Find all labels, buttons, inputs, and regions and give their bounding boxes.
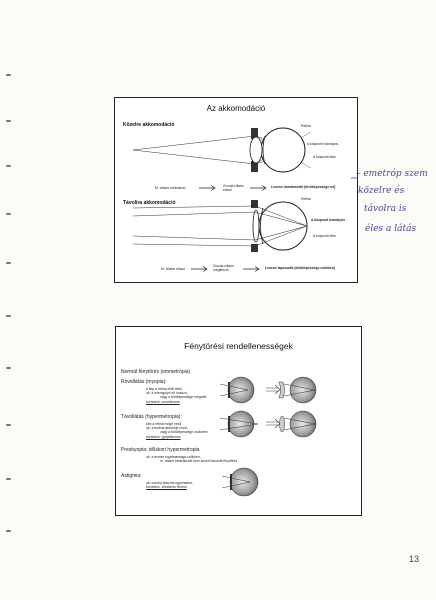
far-blur-label: A központi éles <box>313 234 336 238</box>
astigmia-correction: korrekció: cilinderes lencse <box>146 485 187 489</box>
slide-title: Az akkomodáció <box>206 104 266 113</box>
accommodation-slide <box>114 97 358 283</box>
near-step2: Zonula ciliaris elazul <box>223 184 244 192</box>
far-retina-label: Retina <box>301 197 311 201</box>
hyperopia-eye-image <box>220 411 258 437</box>
far-step3: Lencse laposodik (törőképessége csökken) <box>265 266 336 270</box>
hyperopia-corrected-eye-image <box>280 411 317 437</box>
binder-hole <box>6 262 11 264</box>
near-heading: Közelre akkomodáció <box>123 122 175 128</box>
normal-heading: Normál fénytörés (emmetrópia) <box>121 369 191 375</box>
handwritten-note-line: közelre és <box>358 186 405 196</box>
refraction-eye-images <box>116 327 361 515</box>
presbyopia-line: ok: a lencse rugalmassága csökken, <box>146 455 201 459</box>
slide-title: Fénytörési rendellenességek <box>184 341 293 351</box>
binder-hole <box>6 213 11 215</box>
hyperopia-line: vagy a törőképessége csökkent <box>160 430 208 434</box>
refraction-errors-slide <box>115 326 362 516</box>
handwritten-note-line: éles a látás <box>365 224 417 234</box>
binder-hole <box>6 478 11 480</box>
hyperopia-line: kép a retina mögé vetül <box>146 422 182 426</box>
hyperopia-correction: korrekció: gyűjtőlencse <box>146 435 181 439</box>
far-eye-diagram <box>115 98 357 282</box>
myopia-corrected-eye-image <box>279 377 316 403</box>
near-retina-label: Retina <box>301 124 311 128</box>
page-number: 13 <box>409 554 420 564</box>
myopia-eye-image <box>220 377 254 403</box>
binder-hole <box>6 165 11 167</box>
binder-hole <box>6 315 11 317</box>
near-focus-label: A központi éles <box>313 155 336 159</box>
far-step2: Zonula ciliaris megfeszül <box>213 264 234 272</box>
astigmia-eye-image <box>222 468 258 496</box>
near-fovea-label: A központi homályos <box>307 142 339 146</box>
hyperopia-heading: Távollátás (hypermetropia): <box>121 414 182 420</box>
handwritten-note-line: – emetróp szem <box>356 169 428 179</box>
handwritten-note-line: távolra is <box>364 204 407 214</box>
myopia-line: a kép a retina előtt vetül <box>146 387 183 391</box>
astigmia-heading: Astigmia: <box>121 473 142 479</box>
arrow-icon <box>243 266 263 272</box>
near-step1: M. ciliaris kontrakció <box>155 186 186 190</box>
arrow-icon <box>191 266 211 272</box>
binder-hole <box>6 367 11 369</box>
binder-hole <box>6 74 11 76</box>
binder-hole <box>6 424 11 426</box>
far-step1: M. ciliaris elazul <box>161 267 185 271</box>
far-focus-label: A központi homályos <box>311 218 345 222</box>
astigmia-line: ok: cornea felszíne egyenetlen, <box>146 481 193 485</box>
arrow-icon <box>266 419 280 428</box>
myopia-heading: Rövidlátás (myopia): <box>121 379 167 385</box>
myopia-line: vagy a törőképessége megnőtt <box>160 395 207 399</box>
presbyopia-line: m. ciliaris kontrakcióit nem követi fokozott fénytörés <box>160 459 238 463</box>
near-step3: Lencse domborodik (törőképessége nő) <box>271 185 336 189</box>
myopia-correction: korrekció: szórólencse <box>146 400 180 404</box>
far-heading: Távolira akkomodáció <box>123 200 176 206</box>
arrow-icon <box>266 385 280 394</box>
hyperopia-line: ok: a bulbus átmérője rövid, <box>146 426 188 430</box>
binder-hole <box>6 120 11 122</box>
binder-hole <box>6 530 11 532</box>
myopia-line: ok: a szemgolyó túl hosszú, <box>146 391 188 395</box>
presbyopia-heading: Presbyopia: időskori hypermetropia <box>121 447 200 453</box>
